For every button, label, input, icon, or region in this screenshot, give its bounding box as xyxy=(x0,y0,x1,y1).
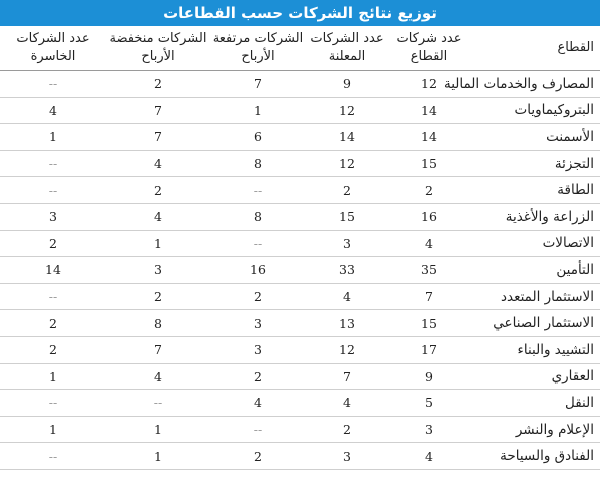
cell-total: 17 xyxy=(388,336,470,363)
cell-sector: الإعلام والنشر xyxy=(470,416,600,443)
cell-high-profit: 8 xyxy=(210,150,306,177)
table-row xyxy=(0,390,600,417)
cell-sector: التشييد والبناء xyxy=(470,336,600,363)
cell-total: 15 xyxy=(388,310,470,337)
cell-total: 14 xyxy=(388,124,470,151)
cell-sector: الأسمنت xyxy=(470,124,600,151)
cell-announced: 12 xyxy=(306,150,388,177)
cell-loss: 2 xyxy=(0,230,106,257)
cell-announced: 7 xyxy=(306,363,388,390)
table-row xyxy=(0,71,600,98)
cell-loss: -- xyxy=(0,443,106,470)
table-row xyxy=(0,97,600,124)
cell-low-profit: 7 xyxy=(106,336,210,363)
cell-loss: 3 xyxy=(0,203,106,230)
cell-loss: 2 xyxy=(0,336,106,363)
cell-announced: 4 xyxy=(306,283,388,310)
cell-low-profit: -- xyxy=(106,390,210,417)
cell-sector: الفنادق والسياحة xyxy=(470,443,600,470)
cell-total: 4 xyxy=(388,230,470,257)
cell-high-profit: -- xyxy=(210,416,306,443)
cell-sector: الطاقة xyxy=(470,177,600,204)
cell-total: 14 xyxy=(388,97,470,124)
table-row xyxy=(0,283,600,310)
cell-announced: 2 xyxy=(306,416,388,443)
sector-results-table xyxy=(0,26,600,470)
cell-low-profit: 2 xyxy=(106,71,210,98)
cell-announced: 2 xyxy=(306,177,388,204)
cell-high-profit: 3 xyxy=(210,310,306,337)
cell-announced: 33 xyxy=(306,257,388,284)
cell-low-profit: 4 xyxy=(106,203,210,230)
cell-total: 4 xyxy=(388,443,470,470)
cell-sector: الاستثمار الصناعي xyxy=(470,310,600,337)
cell-announced: 9 xyxy=(306,71,388,98)
cell-total: 35 xyxy=(388,257,470,284)
cell-high-profit: 16 xyxy=(210,257,306,284)
cell-loss: -- xyxy=(0,390,106,417)
cell-high-profit: 1 xyxy=(210,97,306,124)
cell-announced: 3 xyxy=(306,230,388,257)
cell-total: 5 xyxy=(388,390,470,417)
table-row xyxy=(0,150,600,177)
cell-low-profit: 7 xyxy=(106,124,210,151)
cell-loss: 4 xyxy=(0,97,106,124)
table-header xyxy=(0,26,600,71)
cell-low-profit: 8 xyxy=(106,310,210,337)
table-row xyxy=(0,230,600,257)
table-row xyxy=(0,177,600,204)
table-row xyxy=(0,203,600,230)
cell-low-profit: 2 xyxy=(106,283,210,310)
cell-sector: التجزئة xyxy=(470,150,600,177)
cell-loss: -- xyxy=(0,283,106,310)
header-total: عدد شركات القطاع xyxy=(388,26,470,71)
cell-high-profit: 2 xyxy=(210,443,306,470)
cell-total: 3 xyxy=(388,416,470,443)
table-row xyxy=(0,310,600,337)
header-low-profit: الشركات منخفضة الأرباح xyxy=(106,26,210,71)
table-row xyxy=(0,443,600,470)
cell-sector: المصارف والخدمات المالية xyxy=(470,71,600,98)
header-loss: عدد الشركات الخاسرة xyxy=(0,26,106,71)
cell-low-profit: 3 xyxy=(106,257,210,284)
cell-loss: 2 xyxy=(0,310,106,337)
cell-loss: 14 xyxy=(0,257,106,284)
cell-total: 7 xyxy=(388,283,470,310)
cell-announced: 4 xyxy=(306,390,388,417)
cell-sector: النقل xyxy=(470,390,600,417)
cell-loss: 1 xyxy=(0,416,106,443)
cell-announced: 15 xyxy=(306,203,388,230)
cell-low-profit: 4 xyxy=(106,363,210,390)
cell-announced: 12 xyxy=(306,97,388,124)
cell-high-profit: 2 xyxy=(210,283,306,310)
cell-sector: التأمين xyxy=(470,257,600,284)
cell-low-profit: 2 xyxy=(106,177,210,204)
table-row xyxy=(0,257,600,284)
cell-high-profit: 6 xyxy=(210,124,306,151)
cell-loss: -- xyxy=(0,177,106,204)
cell-high-profit: 2 xyxy=(210,363,306,390)
cell-total: 12 xyxy=(388,71,470,98)
cell-high-profit: -- xyxy=(210,177,306,204)
cell-loss: 1 xyxy=(0,124,106,151)
cell-high-profit: 3 xyxy=(210,336,306,363)
table-body xyxy=(0,71,600,470)
cell-low-profit: 1 xyxy=(106,230,210,257)
table-title: توزيع نتائج الشركات حسب القطاعات xyxy=(0,0,600,26)
cell-high-profit: 7 xyxy=(210,71,306,98)
cell-total: 16 xyxy=(388,203,470,230)
cell-low-profit: 4 xyxy=(106,150,210,177)
table-row xyxy=(0,336,600,363)
cell-total: 2 xyxy=(388,177,470,204)
cell-high-profit: -- xyxy=(210,230,306,257)
cell-low-profit: 7 xyxy=(106,97,210,124)
cell-total: 9 xyxy=(388,363,470,390)
cell-loss: 1 xyxy=(0,363,106,390)
cell-sector: الزراعة والأغذية xyxy=(470,203,600,230)
cell-loss: -- xyxy=(0,150,106,177)
table-row xyxy=(0,124,600,151)
cell-loss: -- xyxy=(0,71,106,98)
table-row xyxy=(0,416,600,443)
header-high-profit: الشركات مرتفعة الأرباح xyxy=(210,26,306,71)
cell-high-profit: 8 xyxy=(210,203,306,230)
table-row xyxy=(0,363,600,390)
cell-announced: 14 xyxy=(306,124,388,151)
cell-sector: الاستثمار المتعدد xyxy=(470,283,600,310)
header-row xyxy=(0,26,600,71)
cell-low-profit: 1 xyxy=(106,443,210,470)
header-sector: القطاع xyxy=(470,26,600,71)
cell-sector: العقاري xyxy=(470,363,600,390)
cell-announced: 3 xyxy=(306,443,388,470)
cell-sector: البتروكيماويات xyxy=(470,97,600,124)
cell-low-profit: 1 xyxy=(106,416,210,443)
cell-total: 15 xyxy=(388,150,470,177)
cell-announced: 12 xyxy=(306,336,388,363)
cell-sector: الاتصالات xyxy=(470,230,600,257)
cell-announced: 13 xyxy=(306,310,388,337)
header-announced: عدد الشركات المعلنة xyxy=(306,26,388,71)
cell-high-profit: 4 xyxy=(210,390,306,417)
